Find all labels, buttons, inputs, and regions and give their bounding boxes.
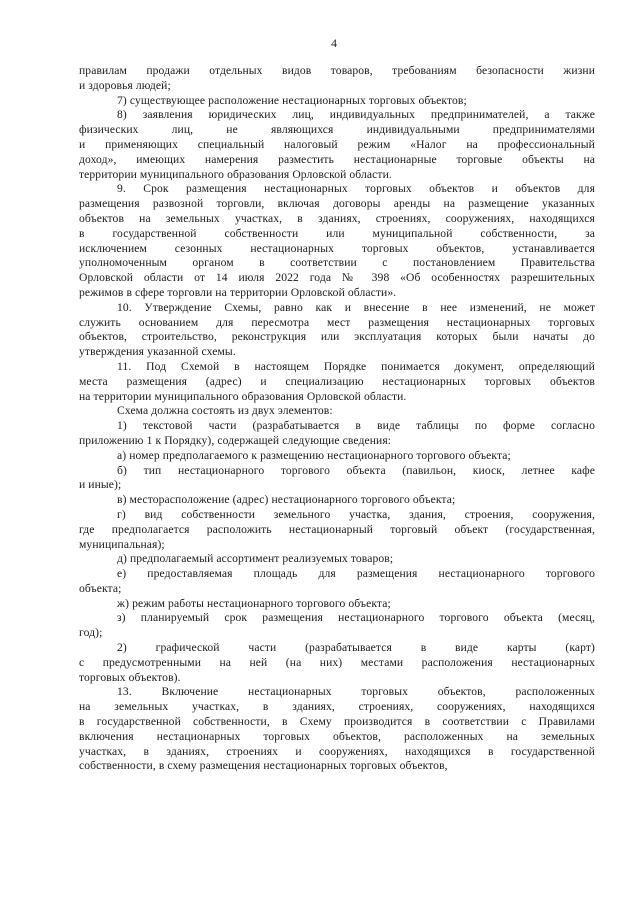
text-line: ж) режим работы нестационарного торгового объекта; [117, 596, 391, 610]
text-line: 1) текстовой части (разрабатывается в виде таблицы по форме согласно [117, 419, 595, 433]
paragraph [79, 464, 595, 494]
text-line: Схема должна состоять из двух элементов: [117, 404, 333, 418]
text-line: 13. Включение нестационарных торговых объектов, расположенных [117, 685, 595, 699]
text-line: 2) графической части (разрабатывается в виде карты (карт) [117, 641, 595, 655]
paragraph [79, 94, 595, 109]
text-line: 9. Срок размещения нестационарных торговых объектов и объектов для [117, 182, 595, 196]
text-line: и применяющих специальный налоговый режим «Налог на профессиональный [79, 137, 595, 151]
text-line: правилам продажи отдельных видов товаров, требованиям безопасности жизни [79, 64, 595, 77]
paragraph [79, 552, 595, 567]
text-line: объекта; [79, 581, 122, 595]
paragraph [79, 449, 595, 464]
paragraph [79, 611, 595, 641]
text-line: в) месторасположение (адрес) нестационарного торгового объекта; [117, 493, 456, 507]
text-line: места размещения (адрес) и специализацию нестационарных торговых объектов [79, 374, 595, 388]
text-line: 11. Под Схемой в настоящем Порядке понимается документ, определяющий [117, 359, 595, 373]
text-line: Орловской области от 14 июля 2022 года № 398 «Об особенностях разрешительных [79, 271, 595, 285]
text-line: служить основанием для пересмотра мест размещения нестационарных торговых [79, 315, 595, 329]
text-line: и иные); [79, 478, 122, 492]
paragraph [79, 64, 595, 94]
text-line: з) планируемый срок размещения нестационарного торгового объекта (месяц, [117, 611, 595, 625]
text-line: г) вид собственности земельного участка, здания, строения, сооружения, [117, 507, 595, 521]
text-line: д) предполагаемый ассортимент реализуемых товаров; [117, 552, 394, 566]
text-line: 8) заявления юридических лиц, индивидуальных предпринимателей, а также [117, 108, 595, 122]
text-line: и здоровья людей; [79, 78, 171, 92]
text-line: объектов на земельных участках, в зданиях, строениях, сооружениях, находящихся [79, 211, 595, 225]
text-line: физических лиц, не являющихся индивидуальными предпринимателями [79, 123, 595, 137]
text-line: режимов в сфере торговли на территории Орловской области». [79, 285, 397, 299]
text-line: 7) существующее расположение нестационарных торговых объектов; [117, 93, 467, 107]
text-line: в государственной собственности, в Схему производится в соответствии с Правилами [79, 715, 595, 729]
paragraph [79, 301, 595, 360]
text-line: объектов, строительство, реконструкция или эксплуатация которых были начаты до [79, 330, 595, 344]
text-line: е) предоставляемая площадь для размещения нестационарного торгового [117, 567, 595, 581]
paragraph [79, 493, 595, 508]
text-line: доход», имеющих намерения разместить нестационарные торговые объекты на [79, 152, 595, 166]
text-line: б) тип нестационарного торгового объекта (павильон, киоск, летнее кафе [117, 463, 595, 477]
paragraph [79, 419, 595, 449]
text-line: уполномоченным органом в соответствии с постановлением Правительства [79, 256, 595, 270]
text-line: приложению 1 к Порядку), содержащей следующие сведения: [79, 433, 392, 447]
paragraph [79, 508, 595, 552]
text-line: в государственной собственности или муниципальной собственности, за [79, 226, 595, 240]
text-line: 10. Утверждение Схемы, равно как и внесение в нее изменений, не может [117, 300, 595, 314]
text-line: а) номер предполагаемого к размещению нестационарного торгового объекта; [117, 448, 511, 462]
paragraph [79, 685, 595, 774]
text-line: муниципальная); [79, 537, 165, 551]
text-line: где предполагается расположить нестационарный торговый объект (государственная, [79, 522, 595, 536]
text-line: собственности, в схему размещения нестационарных торговых объектов, [79, 759, 448, 773]
text-line: на земельных участках, в зданиях, строениях, сооружениях, находящихся [79, 700, 595, 714]
text-line: исключением сезонных нестационарных торговых объектов, устанавливается [79, 241, 595, 255]
text-line: территории муниципального образования Орловской области. [79, 167, 392, 181]
text-line: с предусмотренными на ней (на них) местами расположения нестационарных [79, 655, 595, 669]
paragraph [79, 641, 595, 685]
paragraph [79, 567, 595, 597]
text-line: включения нестационарных торговых объектов, расположенных на земельных [79, 729, 595, 743]
text-line: участках, в зданиях, строениях и сооружениях, находящихся в государственной [79, 744, 595, 758]
text-line: размещения развозной торговли, включая договоры аренды на размещение указанных [79, 197, 595, 211]
paragraph [79, 360, 595, 404]
paragraph [79, 108, 595, 182]
text-line: на территории муниципального образования Орловской области. [79, 389, 407, 403]
text-line: торговых объектов). [79, 670, 181, 684]
text-line: год); [79, 626, 103, 640]
text-line: утверждения указанной схемы. [79, 345, 236, 359]
paragraph [79, 404, 595, 419]
paragraph [79, 182, 595, 300]
page-number: 4 [331, 36, 337, 50]
document-body [79, 64, 595, 774]
paragraph [79, 597, 595, 612]
